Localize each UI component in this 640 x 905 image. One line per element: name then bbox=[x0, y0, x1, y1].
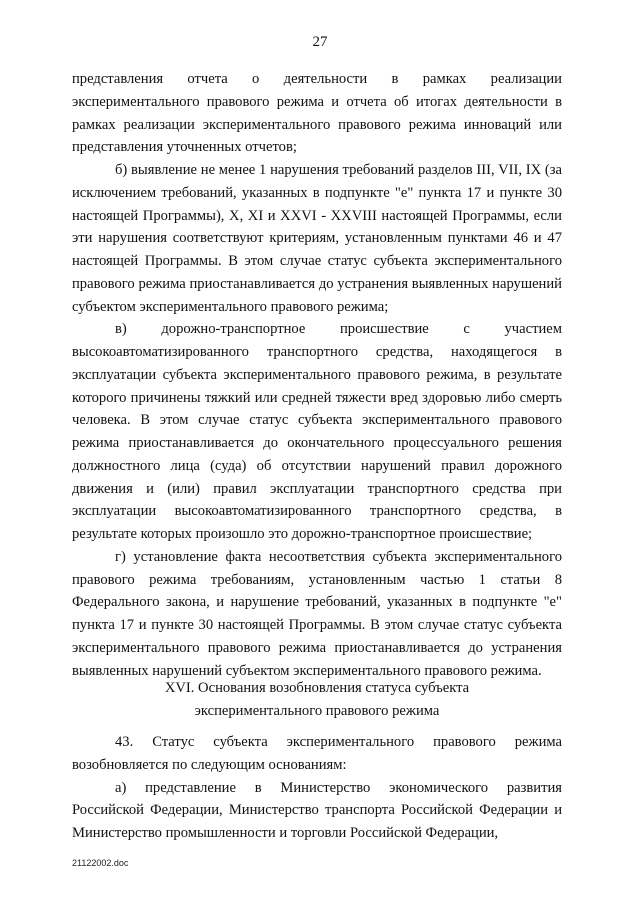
section-heading bbox=[72, 677, 562, 723]
section-body bbox=[72, 731, 562, 845]
section-heading-line-1: XVI. Основания возобновления статуса субъекта bbox=[164, 680, 470, 696]
page-number: 27 bbox=[312, 34, 328, 50]
paragraph-item-g: г) установление факта несоответствия субъекта экспериментального правового режима требованиям, установленным частью 1 статьи 8 Федерального закона, и нарушение требований, указанных в подпункте "е" пункта 17 и пункте 30 настоящей Программы. В этом случае статус субъекта экспериментального правового режима приостанавливается до устранения выявленных нарушений субъектом экспериментального правового режима. bbox=[72, 548, 562, 679]
paragraph-item-b: б) выявление не менее 1 нарушения требований разделов III, VII, IX (за исключением требований, указанных в подпункте "е" пункта 17 и пункте 30 настоящей Программы), X, XI и XXVI - XXVIII настоящей Программы, если эти нарушения соответствуют критериям, установленным пунктами 46 и 47 настоящей Программы. В этом случае статус субъекта экспериментального правового режима приостанавливается до устранения выявленных нарушений субъектом экспериментального правового режима; bbox=[72, 162, 562, 315]
paragraph-43-item-a: а) представление в Министерство экономического развития Российской Федерации, Министерство транспорта Российской Федерации и Министерство промышленности и торговли Российской Федерации, bbox=[72, 779, 562, 841]
paragraph-43: 43. Статус субъекта экспериментального правового режима возобновляется по следующим основаниям: bbox=[72, 734, 562, 773]
section-heading-line-2: экспериментального правового режима bbox=[194, 702, 440, 719]
paragraph-item-v: в) дорожно-транспортное происшествие с участием высокоавтоматизированного транспортного средства, находящегося в эксплуатации субъекта экспериментального правового режима, в результате которого причинены тяжкий или средней тяжести вред здоровью либо смерть человека. В этом случае статус субъекта экспериментального правового режима приостанавливается до окончательного процессуального решения должностного лица (суда) об отсутствии нарушений правил дорожного движения и (или) правил эксплуатации транспортного средства при эксплуатации высокоавтоматизированного транспортного средства, в результате которых произошло это дорожно-транспортное происшествие; bbox=[72, 321, 562, 542]
footer-filename: 21122002.doc bbox=[72, 858, 129, 868]
paragraph-continuation: представления отчета о деятельности в рамках реализации экспериментального правового режима и отчета об итогах деятельности в рамках реализации экспериментального правового режима инноваций или представления уточненных отчетов; bbox=[72, 71, 562, 156]
document-body bbox=[72, 68, 562, 682]
